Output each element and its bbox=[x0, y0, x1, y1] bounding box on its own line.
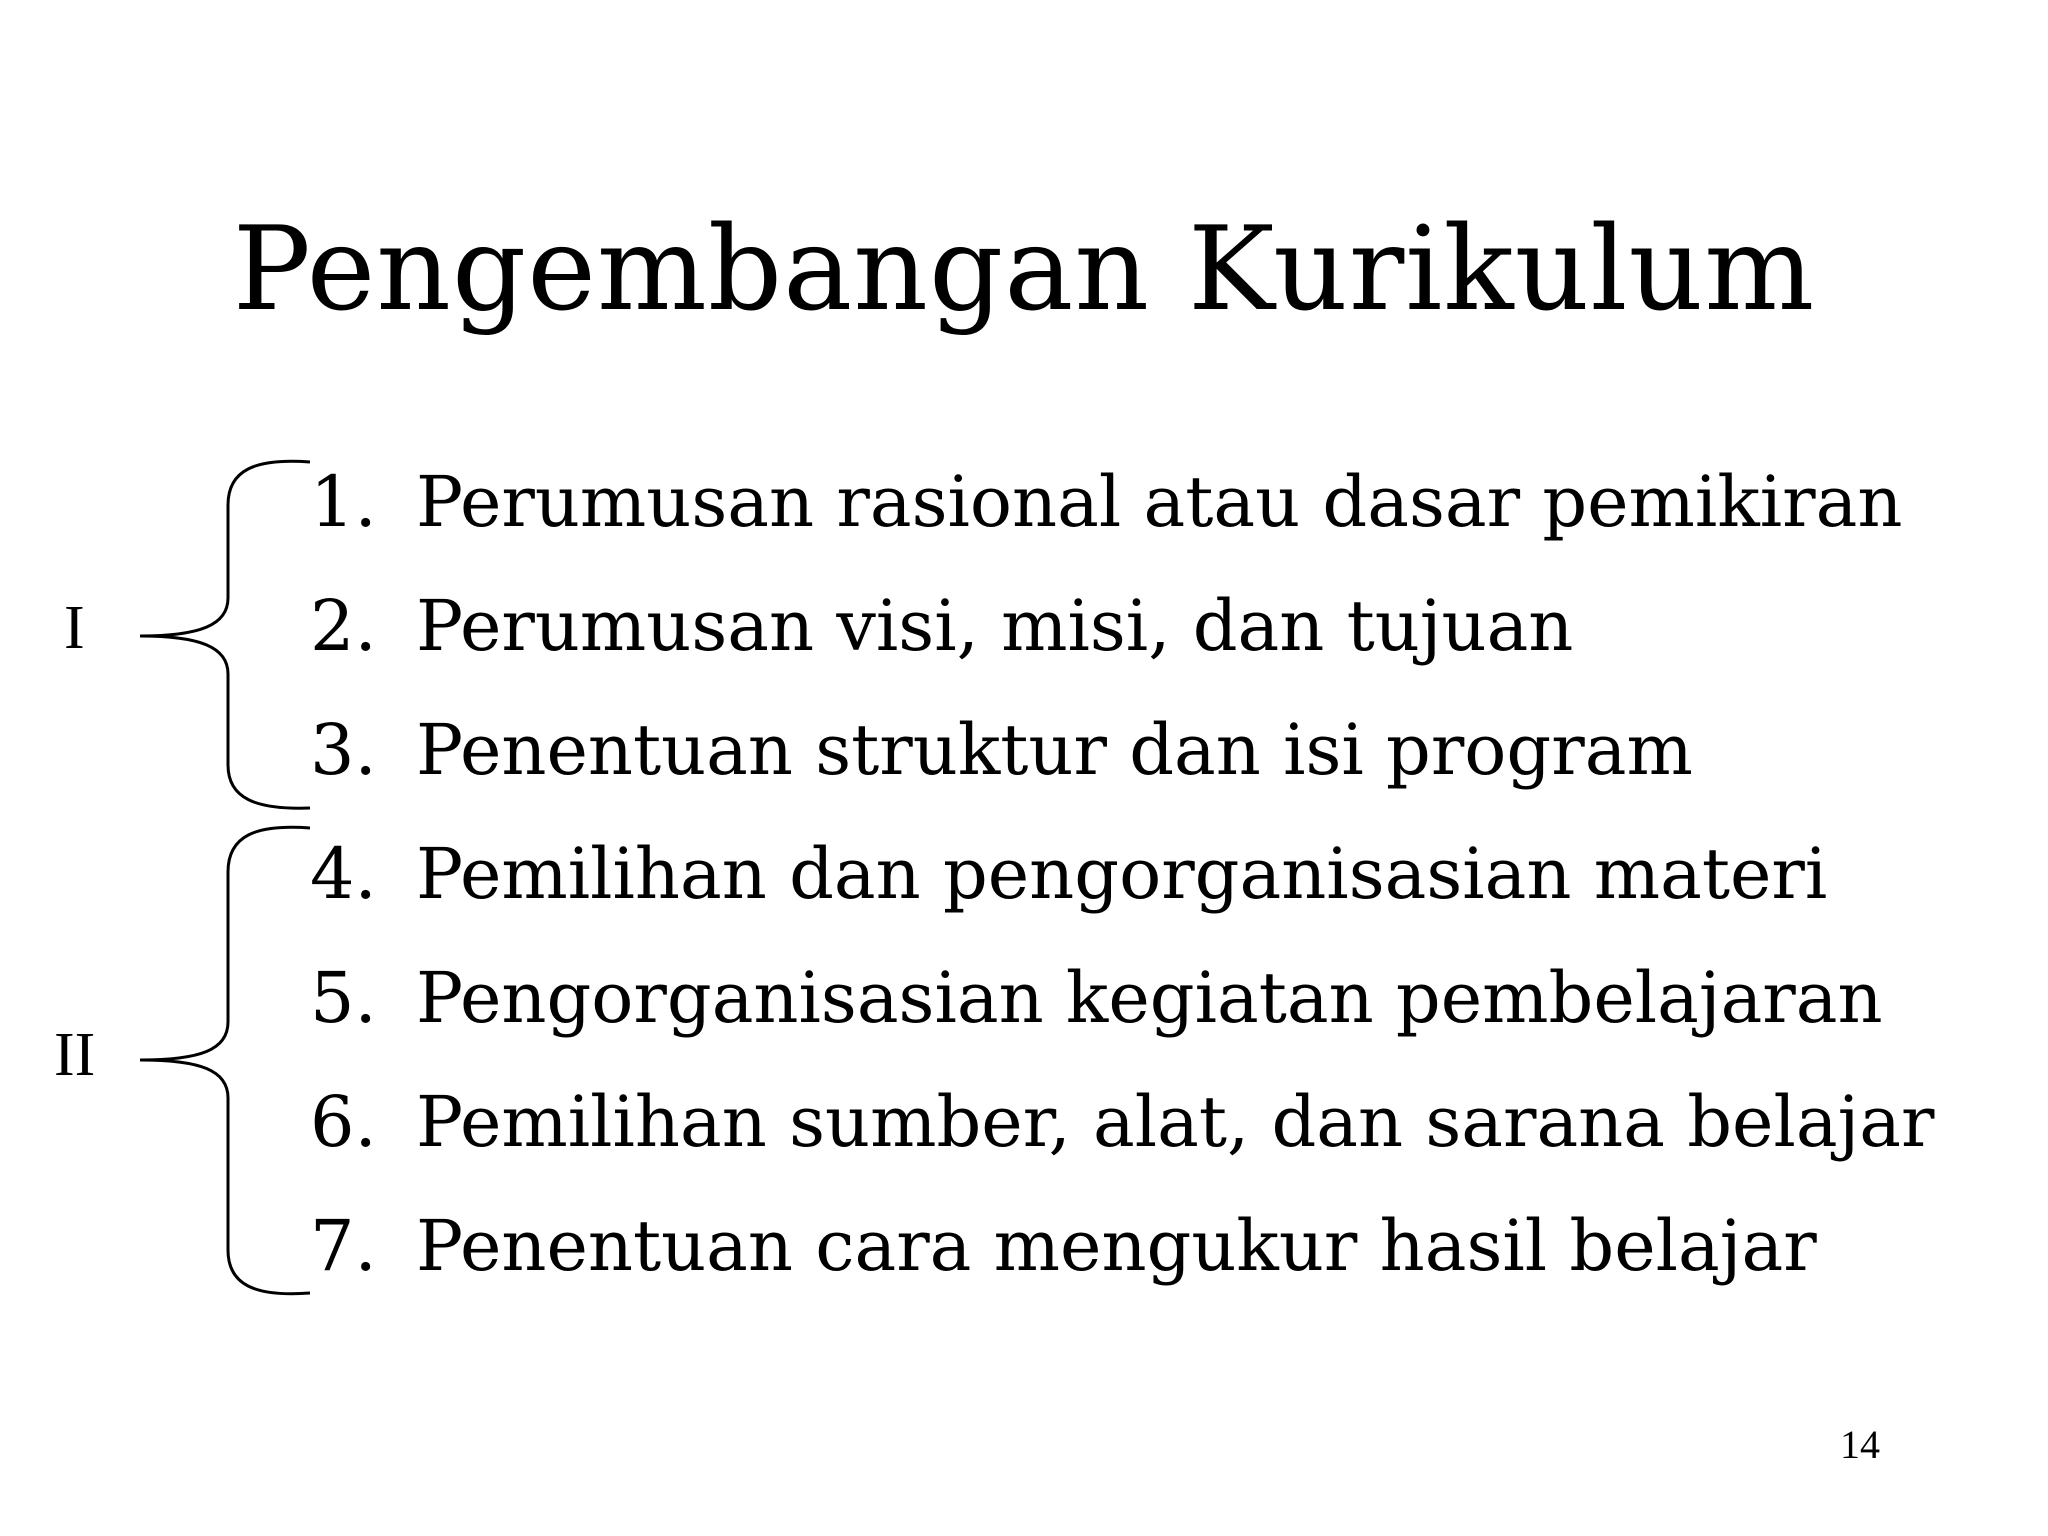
group-label-ii: II bbox=[54, 1021, 96, 1089]
list-item bbox=[310, 1206, 1817, 1286]
item-text: Penentuan struktur dan isi program bbox=[416, 709, 1693, 791]
list-item bbox=[310, 958, 1883, 1038]
item-text: Perumusan rasional atau dasar pemikiran bbox=[416, 461, 1903, 543]
item-number: 1. bbox=[310, 461, 377, 543]
list-item bbox=[310, 710, 1693, 790]
item-text: Pengorganisasian kegiatan pembelajaran bbox=[416, 957, 1883, 1039]
item-text: Pemilihan dan pengorganisasian materi bbox=[416, 833, 1828, 915]
item-number: 4. bbox=[310, 833, 377, 915]
list-item bbox=[310, 462, 1902, 542]
item-text: Perumusan visi, misi, dan tujuan bbox=[416, 585, 1574, 667]
item-text: Pemilihan sumber, alat, dan sarana belajar bbox=[416, 1081, 1935, 1163]
list-item bbox=[310, 1082, 1935, 1162]
page-number: 14 bbox=[1840, 1422, 1880, 1467]
item-number: 6. bbox=[310, 1081, 377, 1163]
item-number: 3. bbox=[310, 709, 377, 791]
slide-title: Pengembangan Kurikulum bbox=[232, 202, 1816, 337]
item-number: 5. bbox=[310, 957, 377, 1039]
item-text: Penentuan cara mengukur hasil belajar bbox=[416, 1205, 1817, 1287]
item-number: 2. bbox=[310, 585, 377, 667]
list-item bbox=[310, 586, 1573, 666]
item-number: 7. bbox=[310, 1205, 377, 1287]
group-label-i: I bbox=[64, 594, 85, 662]
list-item bbox=[310, 834, 1827, 914]
